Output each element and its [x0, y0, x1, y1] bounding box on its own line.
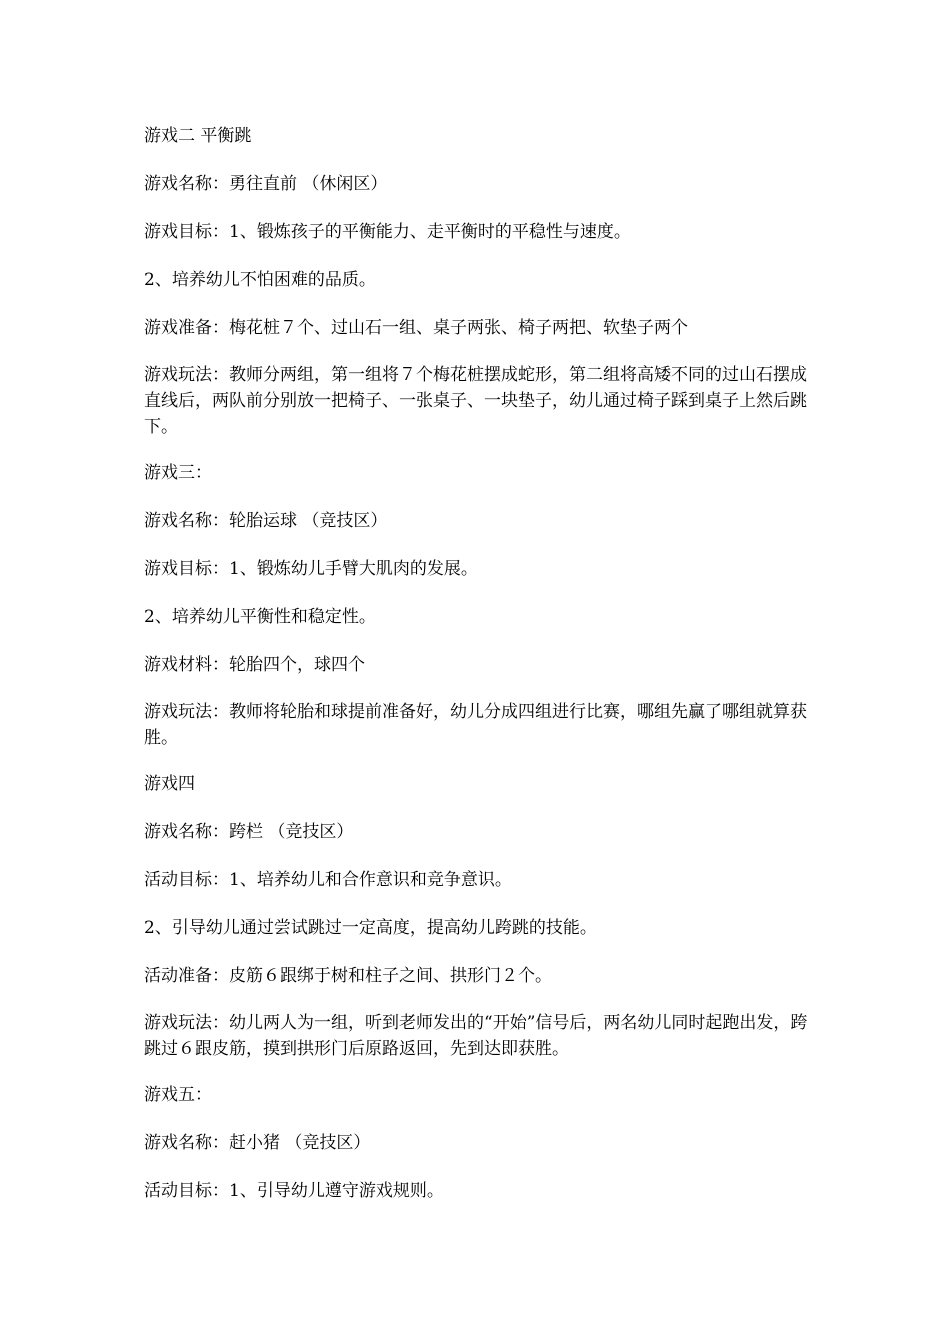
game-name: 游戏名称：勇往直前 （休闲区） [144, 174, 388, 194]
game-goal-item: 2、培养幼儿平衡性和稳定性。 [144, 607, 376, 627]
game-preparation: 游戏准备：梅花桩７个、过山石一组、桌子两张、椅子两把、软垫子两个 [144, 318, 688, 338]
game-name: 游戏名称：轮胎运球 （竞技区） [144, 511, 388, 531]
section-heading-game-3: 游戏三： [144, 463, 212, 483]
game-rules: 游戏玩法：教师将轮胎和球提前准备好，幼儿分成四组进行比赛，哪组先赢了哪组就算获胜。 [144, 702, 807, 748]
game-name: 游戏名称：赶小猪 （竞技区） [144, 1133, 371, 1153]
game-goal-item: 2、培养幼儿不怕困难的品质。 [144, 270, 376, 290]
game-name: 游戏名称：跨栏 （竞技区） [144, 822, 354, 842]
game-rules: 游戏玩法：幼儿两人为一组，听到老师发出的“开始”信号后，两名幼儿同时起跑出发，跨跳过６跟皮筋，摸到拱形门后原路返回，先到达即获胜。 [144, 1013, 808, 1059]
activity-goal-item: 2、引导幼儿通过尝试跳过一定高度，提高幼儿跨跳的技能。 [144, 918, 597, 938]
document-body [144, 122, 812, 1225]
section-heading-game-4: 游戏四 [144, 774, 195, 794]
section-heading-game-5: 游戏五： [144, 1085, 212, 1105]
section-heading-game-2: 游戏二 平衡跳 [144, 126, 252, 146]
game-rules: 游戏玩法：教师分两组，第一组将７个梅花桩摆成蛇形，第二组将高矮不同的过山石摆成直线后，两队前分别放一把椅子、一张桌子、一块垫子，幼儿通过椅子踩到桌子上然后跳下。 [144, 365, 807, 437]
activity-goal: 活动目标：1、培养幼儿和合作意识和竞争意识。 [144, 870, 512, 890]
game-goal: 游戏目标：1、锻炼幼儿手臂大肌肉的发展。 [144, 559, 478, 579]
activity-goal: 活动目标：1、引导幼儿遵守游戏规则。 [144, 1181, 444, 1201]
activity-preparation: 活动准备：皮筋６跟绑于树和柱子之间、拱形门２个。 [144, 966, 552, 986]
game-goal: 游戏目标：1、锻炼孩子的平衡能力、走平衡时的平稳性与速度。 [144, 222, 631, 242]
game-materials: 游戏材料：轮胎四个，球四个 [144, 655, 365, 675]
